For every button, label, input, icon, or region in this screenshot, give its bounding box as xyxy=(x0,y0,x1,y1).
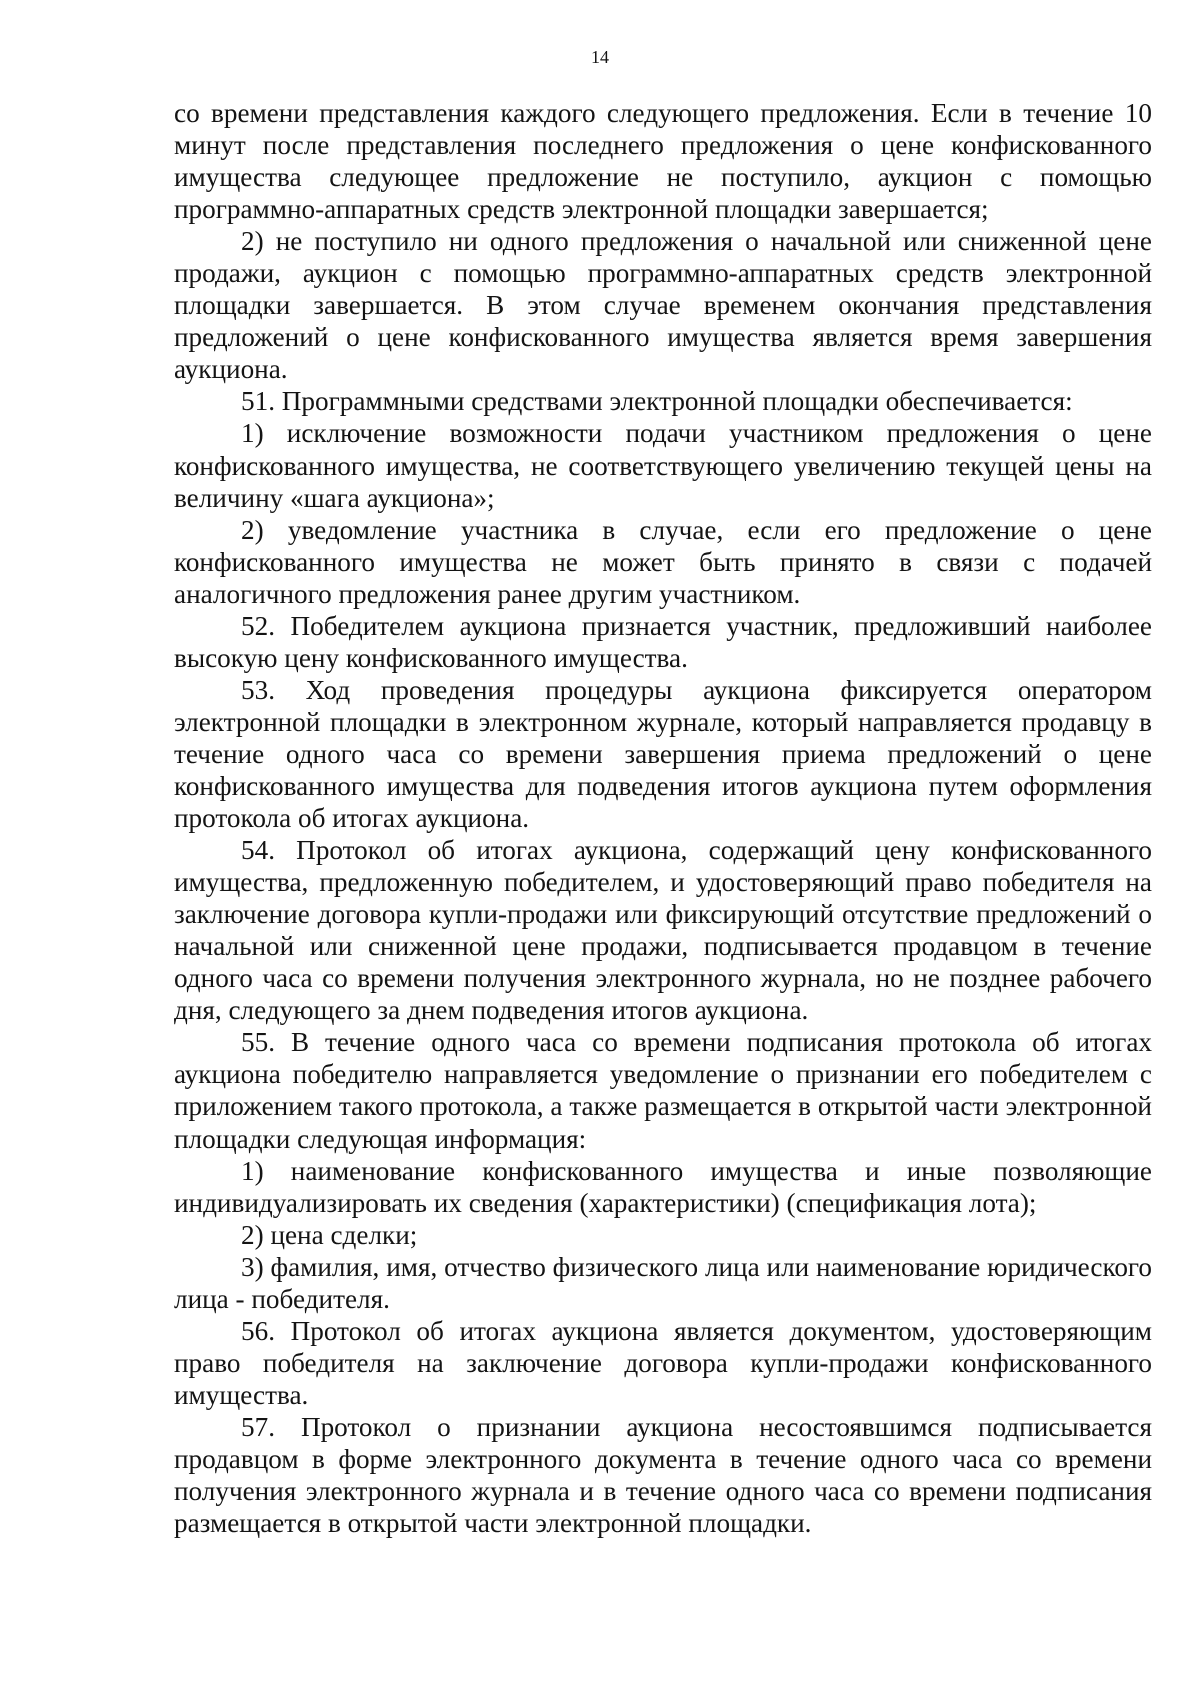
paragraph-54: 54. Протокол об итогах аукциона, содержащий цену конфискованного имущества, предложенную победителем, и удостоверяющий право победителя на заключение договора купли-продажи или фиксирующий отсутствие предложений о начальной или сниженной цене продажи, подписывается продавцом в течение одного часа со времени получения электронного журнала, но не позднее рабочего дня, следующего за днем подведения итогов аукциона. xyxy=(174,835,1152,1026)
paragraph-55: 55. В течение одного часа со времени подписания протокола об итогах аукциона победителю направляется уведомление о признании его победителем с приложением такого протокола, а также размещается в открытой части электронной площадки следующая информация: xyxy=(174,1027,1152,1154)
paragraph-continuation: со времени представления каждого следующего предложения. Если в течение 10 минут после представления последнего предложения о цене конфискованного имущества следующее предложение не поступило, аукцион с помощью программно-аппаратных средств электронной площадки завершается; xyxy=(174,98,1152,225)
paragraph-51-item-1: 1) исключение возможности подачи участником предложения о цене конфискованного имущества, не соответствующего увеличению текущей цены на величину «шага аукциона»; xyxy=(174,418,1152,513)
paragraph-56: 56. Протокол об итогах аукциона является документом, удостоверяющим право победителя на заключение договора купли-продажи конфискованного имущества. xyxy=(174,1315,1152,1410)
paragraph-57: 57. Протокол о признании аукциона несостоявшимся подписывается продавцом в форме электронного документа в течение одного часа со времени получения электронного журнала и в течение одного часа со времени подписания размещается в открытой части электронной площадки. xyxy=(174,1411,1152,1539)
paragraph-55-item-2: 2) цена сделки; xyxy=(241,1219,418,1250)
paragraph-51: 51. Программными средствами электронной площадки обеспечивается: xyxy=(241,386,1073,417)
paragraph-53: 53. Ход проведения процедуры аукциона фиксируется оператором электронной площадки в электронном журнале, который направляется продавцу в течение одного часа со времени завершения приема предложений о цене конфискованного имущества для подведения итогов аукциона путем оформления протокола об итогах аукциона. xyxy=(174,674,1152,834)
paragraph-item-2: 2) не поступило ни одного предложения о начальной или сниженной цене продажи, аукцион с помощью программно-аппаратных средств электронной площадки завершается. В этом случае временем окончания представления предложений о цене конфискованного имущества является время завершения аукциона. xyxy=(174,226,1152,385)
paragraph-51-item-2: 2) уведомление участника в случае, если его предложение о цене конфискованного имущества не может быть принято в связи с подачей аналогичного предложения ранее другим участником. xyxy=(174,514,1152,609)
page-number: 14 xyxy=(591,47,609,67)
paragraph-55-item-1: 1) наименование конфискованного имущества и иные позволяющие индивидуализировать их сведения (характеристики) (спецификация лота); xyxy=(174,1155,1152,1218)
document-body xyxy=(174,97,1152,1539)
paragraph-52: 52. Победителем аукциона признается участник, предложивший наиболее высокую цену конфискованного имущества. xyxy=(174,610,1152,673)
paragraph-55-item-3: 3) фамилия, имя, отчество физического лица или наименование юридического лица - победителя. xyxy=(174,1251,1152,1314)
